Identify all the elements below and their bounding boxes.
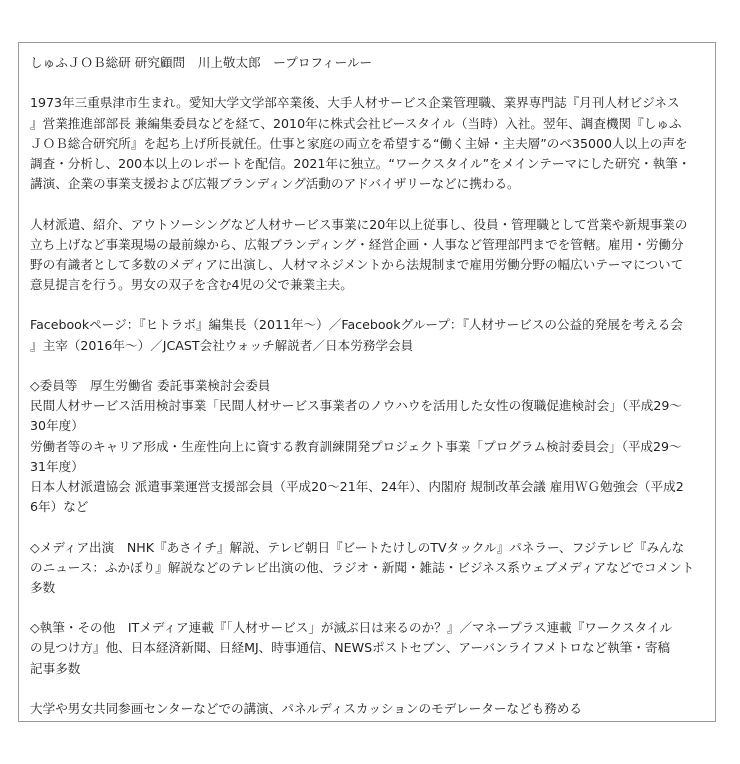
text-line: 民間人材サービス活用検討事業「民間人材サービス事業者のノウハウを活用した女性の復職促進検討会」（平成29～: [30, 398, 683, 414]
text-line: のニュース：ふかぼり』解説などのテレビ出演の他、ラジオ・新聞・雑誌・ビジネス系ウェブメディアなどでコメント: [30, 559, 695, 575]
profile-box: [18, 42, 716, 722]
text-line: 意見提言を行う。男女の双子を含む4児の父で兼業主夫。: [30, 277, 353, 293]
text-line: 31年度）: [30, 458, 84, 474]
text-line: 大学や男女共同参画センターなどでの講演、パネルディスカッションのモデレーターなども務める: [30, 701, 582, 716]
spacer: [30, 356, 705, 376]
text-line: 記事多数: [30, 660, 81, 676]
section-media-appearances: [30, 538, 705, 599]
spacer: [30, 73, 705, 93]
text-line: 労働者等のキャリア形成・生産性向上に資する教育訓練開発プロジェクト事業「プログラム検討委員会」（平成29～: [30, 438, 682, 454]
text-line: 立ち上げなど事業現場の最前線から、広報ブランディング・経営企画・人事など管理部門までを管轄。雇用・労働分: [30, 236, 684, 252]
section-biography: [30, 93, 705, 194]
text-line: 6年）など: [30, 499, 89, 515]
text-line: ◇メディア出演 NHK『あさイチ』解説、テレビ朝日『ビートたけしのTVタックル』パネラー、フジテレビ『みんな: [30, 539, 685, 555]
section-career: [30, 215, 705, 296]
text-line: 日本人材派遣協会 派遣事業運営支援部会員（平成20～21年、24年）、内閣府 規制改革会議 雇用ＷＧ勉強会（平成2: [30, 478, 684, 494]
text-line: 』営業推進部部長 兼編集委員などを経て、2010年に株式会社ビースタイル（当時）入社。翌年、調査機関『しゅふ: [30, 115, 682, 131]
profile-body: [30, 93, 705, 719]
spacer: [30, 517, 705, 537]
text-line: 30年度）: [30, 418, 84, 434]
spacer: [30, 598, 705, 618]
text-line: Facebookページ：『ヒトラボ』編集長（2011年～）／Facebookグループ：『人材サービスの公益的発展を考える会: [30, 317, 683, 333]
section-writing: [30, 618, 705, 679]
spacer: [30, 679, 705, 699]
text-line: 1973年三重県津市生まれ。愛知大学文学部卒業後、大手人材サービス企業管理職、業界専門誌『月刊人材ビジネス: [30, 95, 680, 111]
spacer: [30, 194, 705, 214]
text-line: 調査・分析し、200本以上のレポートを配信。2021年に独立。“ワークスタイル”をメインテーマにした研究・執筆・: [30, 155, 691, 171]
section-lectures: [30, 699, 705, 719]
text-line: ＪＯＢ総合研究所』を起ち上げ所長就任。仕事と家庭の両立を希望する“働く主婦・主夫層”のべ35000人以上の声を: [30, 135, 688, 151]
section-committees: [30, 376, 705, 517]
text-line: ◇委員等 厚生労働省 委託事業検討会委員: [30, 378, 271, 393]
text-line: 』主宰（2016年～）／JCAST会社ウォッチ解説者／日本労務学会員: [30, 337, 414, 353]
section-social-media: [30, 315, 705, 355]
text-line: 人材派遣、紹介、アウトソーシングなど人材サービス事業に20年以上従事し、役員・管理職として営業や新規事業の: [30, 216, 688, 232]
text-line: 野の有識者として多数のメディアに出演し、人材マネジメントから法規制まで雇用労働分野の幅広いテーマについて: [30, 256, 684, 272]
profile-heading: しゅふＪＯＢ総研 研究顧問 川上敬太郎 ープロフィールー: [30, 55, 373, 70]
text-line: 講演、企業の事業支援および広報ブランディング活動のアドバイザリーなどに携わる。: [30, 176, 520, 192]
text-line: ◇執筆・その他 ITメディア連載『「人材サービス」が滅ぶ日は来るのか？』／マネープラス連載『ワークスタイル: [30, 620, 673, 636]
spacer: [30, 295, 705, 315]
text-line: の見つけ方』他、日本経済新聞、日経MJ、時事通信、NEWSポストセブン、アーバンライフメトロなど執筆・寄稿: [30, 640, 671, 656]
text-line: 多数: [30, 579, 56, 595]
